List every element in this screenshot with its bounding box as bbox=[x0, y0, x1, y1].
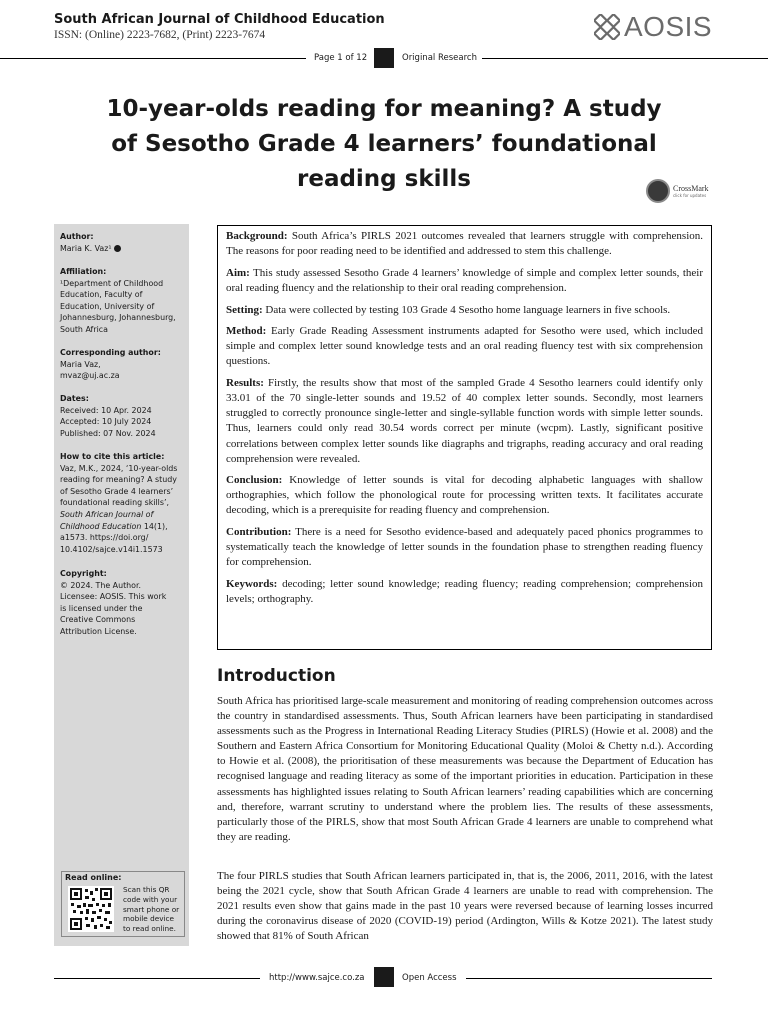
affiliation-line: ¹Department of Childhood bbox=[60, 278, 164, 288]
cite-journal: Childhood Education bbox=[60, 521, 142, 531]
abstract-contribution: Contribution: There is a need for Sesotho evidence-based and adequately paced phonics programmes to systematically teach the knowledge of letter sounds in the foundation phase to strengthen reading fluency for comprehension. bbox=[226, 526, 703, 569]
corresponding-email[interactable]: mvaz@uj.ac.za bbox=[60, 371, 120, 381]
article-info-sidebar bbox=[54, 224, 189, 946]
footer-url[interactable]: http://www.sajce.co.za bbox=[269, 973, 365, 983]
header-rule-left bbox=[0, 58, 306, 59]
abstract-background: Background: South Africa’s PIRLS 2021 outcomes revealed that learners struggle with comprehension. The reasons for poor reading need to be identified and addressed to stem this challenge. bbox=[226, 230, 703, 258]
dates-section bbox=[60, 393, 186, 439]
abstract-setting: Setting: Data were collected by testing 103 Grade 4 Sesotho home language learners in five schools. bbox=[226, 303, 671, 316]
abstract-aim: Aim: This study assessed Sesotho Grade 4 learners’ knowledge of simple and complex letter sounds, their oral reading fluency and the relationship to their oral reading comprehension. bbox=[226, 266, 703, 294]
journal-title: South African Journal of Childhood Education bbox=[54, 12, 385, 27]
cite-line: reading for meaning? A study bbox=[60, 475, 177, 485]
read-online-box bbox=[61, 871, 185, 937]
affiliation-line: Education, Faculty of bbox=[60, 290, 143, 300]
abstract-conclusion: Conclusion: Knowledge of letter sounds is vital for decoding alphabetic languages with shallow orthographies, which follow the phonological route for processing written texts. It facilitates accurate decoding, which is a prerequisite for reading fluency and comprehension. bbox=[226, 474, 703, 517]
footer-open-access: Open Access bbox=[402, 973, 457, 983]
date-accepted: Accepted: 10 July 2024 bbox=[60, 417, 152, 427]
body-paragraph: The four PIRLS studies that South African learners participated in, that is, the 2006, 2011, 2016, with the latest being the 2021 cycle, show that South African Grade 4 learners are unable to read with comprehension. The 2021 results even show that gains made in the past 10 years were reversed because of learning losses incurred during the coronavirus disease of 2020 (COVID-19) period (Ardington, Wills & Kotze 2021). The latest study showed that 81% of South African bbox=[217, 870, 713, 943]
date-received: Received: 10 Apr. 2024 bbox=[60, 405, 152, 415]
corresponding-label: Corresponding author: bbox=[60, 348, 161, 357]
affiliation-line: South Africa bbox=[60, 324, 108, 334]
publisher-logo bbox=[594, 13, 712, 41]
affiliation-line: Johannesburg, Johannesburg, bbox=[60, 313, 176, 323]
copyright-line: is licensed under the bbox=[60, 603, 143, 613]
copyright-label: Copyright: bbox=[60, 569, 107, 578]
affiliation-line: Education, University of bbox=[60, 301, 155, 311]
publisher-name: AOSIS bbox=[624, 11, 713, 42]
footer-block bbox=[374, 967, 394, 987]
abstract-results: Results: Firstly, the results show that most of the sampled Grade 4 Sesotho learners could identify only 33.01 of the 70 single-letter sounds and 19.52 of 40 complex letter sounds. Secondly, most learners struggled to correctly pronounce single-letter and single-syllable function words with simple letter sounds. Thus, learners could only read 30.54 words correct per minute (wcpm). Lastly, significant positive correlations between complex letter sounds like diagraphs and trigraphs, reading accuracy and oral reading comprehension were revealed. bbox=[226, 377, 703, 465]
cite-label: How to cite this article: bbox=[60, 452, 165, 461]
crossmark-badge[interactable] bbox=[646, 179, 709, 203]
header-rule-right bbox=[482, 58, 768, 59]
cite-journal: South African Journal of bbox=[60, 509, 154, 519]
abstract-keywords: Keywords: decoding; letter sound knowledge; reading fluency; reading comprehension; comprehension levels; orthography. bbox=[226, 578, 703, 606]
cite-line: Vaz, M.K., 2024, ‘10-year-olds bbox=[60, 463, 178, 473]
cite-doi[interactable]: a1573. https://doi.org/ bbox=[60, 533, 149, 543]
crossmark-icon bbox=[646, 179, 670, 203]
affiliation-label: Affiliation: bbox=[60, 267, 107, 276]
footer-rule-left bbox=[54, 978, 260, 979]
journal-issn: ISSN: (Online) 2223-7682, (Print) 2223-7674 bbox=[54, 29, 266, 41]
cite-line: of Sesotho Grade 4 learners’ bbox=[60, 486, 174, 496]
crossmark-label: CrossMark bbox=[673, 184, 709, 193]
citation-section bbox=[60, 451, 186, 555]
cite-volume: 14(1), bbox=[141, 521, 168, 531]
corresponding-name: Maria Vaz, bbox=[60, 359, 101, 369]
orcid-icon[interactable] bbox=[114, 245, 121, 252]
read-online-instructions: Scan this QR code with your smart phone or mobile device to read online. bbox=[123, 885, 180, 934]
cite-line: foundational reading skills’, bbox=[60, 498, 169, 508]
copyright-line: Creative Commons bbox=[60, 615, 136, 625]
crossmark-sublabel: click for updates bbox=[673, 193, 707, 198]
author-name: Maria K. Vaz¹ bbox=[60, 243, 112, 253]
dates-label: Dates: bbox=[60, 394, 89, 403]
article-type: Original Research bbox=[402, 53, 477, 63]
author-section bbox=[60, 231, 186, 254]
copyright-section bbox=[60, 568, 186, 638]
cite-doi[interactable]: 10.4102/sajce.v14i1.1573 bbox=[60, 544, 163, 554]
copyright-line: Attribution License. bbox=[60, 626, 137, 636]
footer-rule-right bbox=[466, 978, 712, 979]
copyright-line: Licensee: AOSIS. This work bbox=[60, 592, 167, 602]
copyright-line: © 2024. The Author. bbox=[60, 580, 142, 590]
corresponding-section bbox=[60, 347, 186, 382]
read-online-label: Read online: bbox=[65, 873, 122, 882]
page-number: Page 1 of 12 bbox=[314, 53, 368, 63]
affiliation-section bbox=[60, 266, 186, 336]
header-block bbox=[374, 48, 394, 68]
body-paragraph: South Africa has prioritised large-scale measurement and monitoring of reading comprehension outcomes across the country in standardised assessments. Thus, South African learners have been participating in standardised assessments such as the Progress in International Reading Literacy Studies (PIRLS) (Howie et al. 2008) and the Southern and Eastern Africa Consortium for Monitoring Educational Quality (Moloi & Chetty n.d.). According to Howie et al. (2008), the prioritisation of these measurements was because the Department of Education has recognised language and reading literacy as some of the important priorities in education. Participation in these assessments has highlighted issues relating to South African learners’ reading capabilities which are concerning and, therefore, warrant scrutiny to understand where the problem lies. The results of these assessments, particularly those of the PIRLS, show that most South African Grade 4 learners are unable to comprehend what they are reading. bbox=[217, 695, 713, 843]
introduction-heading: Introduction bbox=[217, 666, 336, 686]
author-label: Author: bbox=[60, 232, 94, 241]
date-published: Published: 07 Nov. 2024 bbox=[60, 428, 156, 438]
aosis-logo-icon bbox=[594, 14, 620, 40]
qr-code-icon[interactable] bbox=[68, 886, 114, 932]
abstract-method: Method: Early Grade Reading Assessment instruments adapted for Sesotho were used, which included simple and complex letter sound knowledge tests and an oral reading fluency test with six comprehension questions. bbox=[226, 325, 703, 368]
article-title: 10-year-olds reading for meaning? A study of Sesotho Grade 4 learners’ foundational reading skills bbox=[106, 96, 662, 192]
abstract-box bbox=[217, 225, 712, 650]
